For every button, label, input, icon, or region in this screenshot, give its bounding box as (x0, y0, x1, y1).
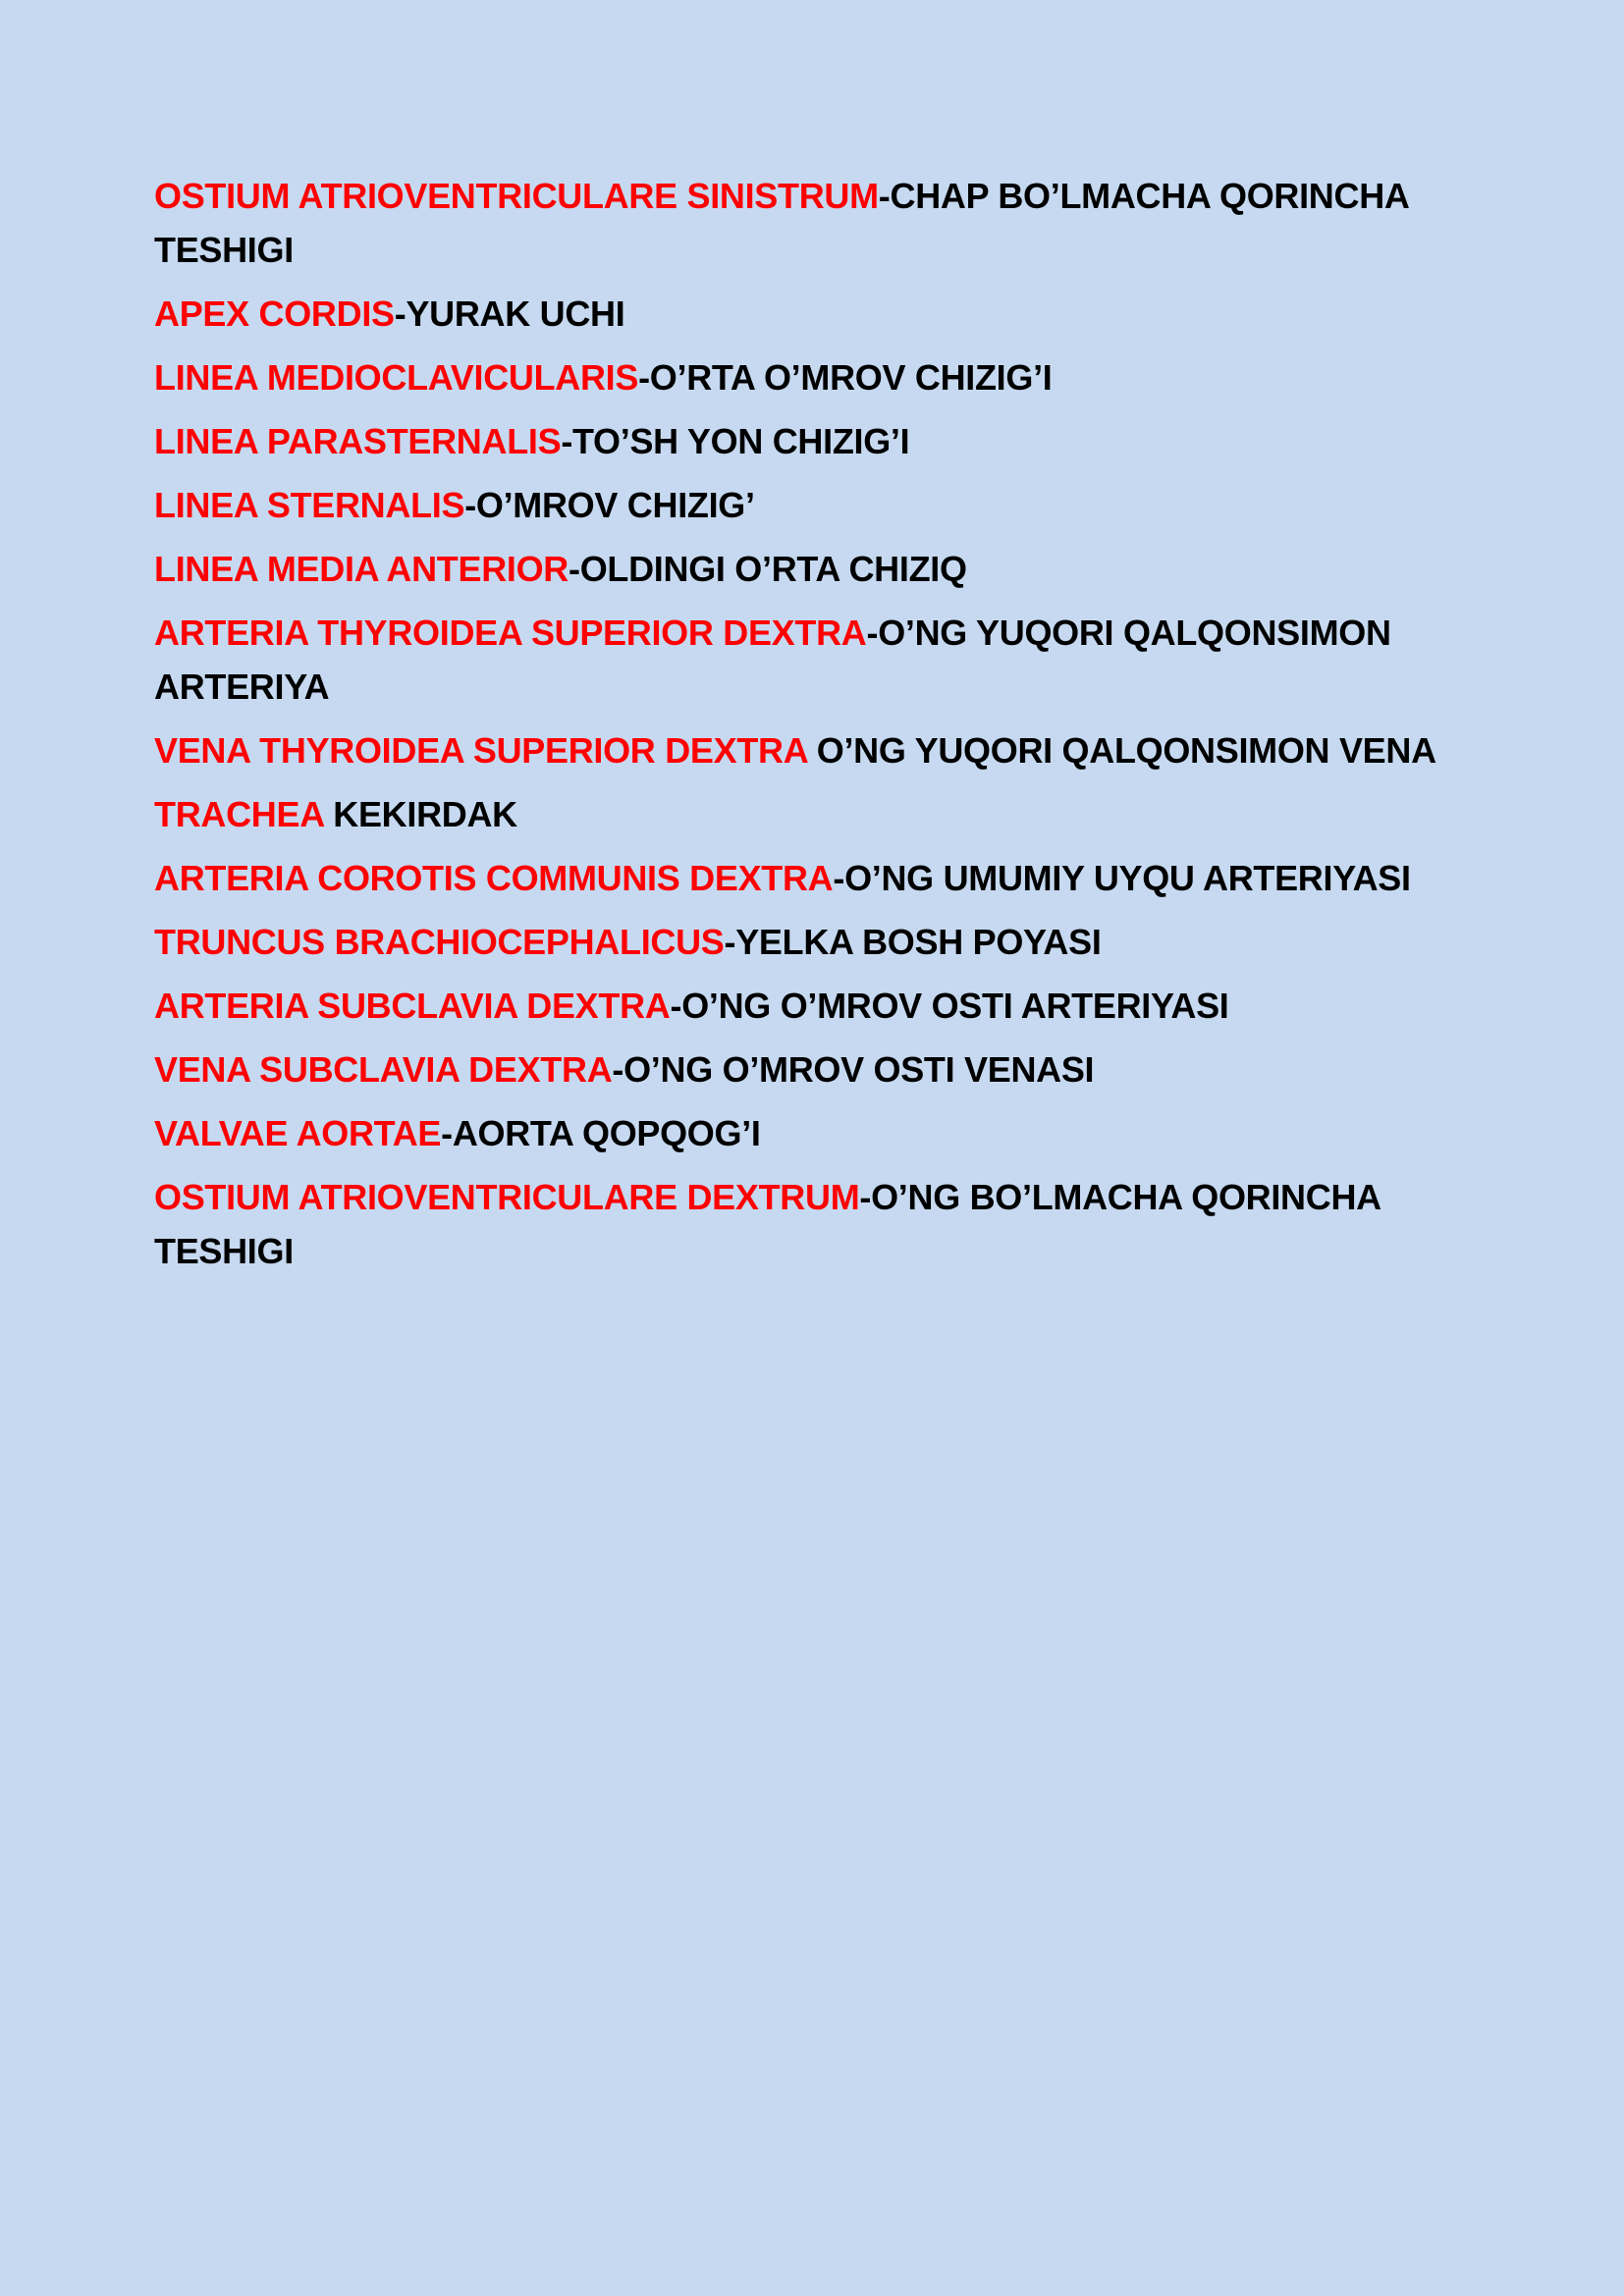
term-entry (154, 287, 1516, 341)
term-separator: - (866, 613, 879, 653)
uzbek-translation: CHAP BO’LMACHA QORINCHA TESHIGI (154, 176, 1409, 270)
uzbek-translation: TO’SH YON CHIZIG’I (572, 421, 910, 461)
term-entry (154, 414, 1516, 468)
latin-term: VENA SUBCLAVIA DEXTRA (154, 1049, 613, 1090)
latin-term: TRUNCUS BRACHIOCEPHALICUS (154, 922, 725, 962)
uzbek-translation: OLDINGI O’RTA CHIZIQ (579, 549, 967, 589)
term-entry (154, 915, 1516, 969)
term-separator: - (561, 421, 573, 461)
latin-term: VENA THYROIDEA SUPERIOR DEXTRA (154, 730, 808, 771)
uzbek-translation: O’MROV CHIZIG’ (475, 485, 755, 525)
latin-term: ARTERIA SUBCLAVIA DEXTRA (154, 986, 671, 1026)
term-separator (807, 730, 817, 771)
term-separator: - (859, 1177, 872, 1217)
latin-term: LINEA PARASTERNALIS (154, 421, 562, 461)
term-separator: - (464, 485, 476, 525)
term-entry (154, 851, 1516, 905)
latin-term: OSTIUM ATRIOVENTRICULARE DEXTRUM (154, 1177, 860, 1217)
latin-term: LINEA MEDIA ANTERIOR (154, 549, 568, 589)
term-entry (154, 1042, 1516, 1096)
uzbek-translation: O’NG O’MROV OSTI VENASI (623, 1049, 1095, 1090)
uzbek-translation: AORTA QOPQOG’I (452, 1113, 761, 1153)
latin-term: ARTERIA THYROIDEA SUPERIOR DEXTRA (154, 613, 867, 653)
term-separator: - (612, 1049, 624, 1090)
term-separator: - (441, 1113, 453, 1153)
uzbek-translation: YURAK UCHI (406, 294, 625, 334)
uzbek-translation: O’NG BO’LMACHA QORINCHA TESHIGI (154, 1177, 1380, 1271)
term-entry (154, 1106, 1516, 1160)
latin-term: TRACHEA (154, 794, 324, 834)
term-entry (154, 1170, 1516, 1278)
term-entry (154, 350, 1516, 404)
uzbek-translation: O’NG YUQORI QALQONSIMON VENA (816, 730, 1436, 771)
latin-term: LINEA STERNALIS (154, 485, 465, 525)
term-entry (154, 169, 1516, 277)
latin-term: ARTERIA COROTIS COMMUNIS DEXTRA (154, 858, 834, 898)
term-separator: - (878, 176, 891, 216)
term-entry (154, 478, 1516, 532)
latin-term: APEX CORDIS (154, 294, 395, 334)
term-separator: - (833, 858, 845, 898)
term-separator: - (394, 294, 406, 334)
term-entry (154, 542, 1516, 596)
uzbek-translation: O’NG O’MROV OSTI ARTERIYASI (681, 986, 1229, 1026)
uzbek-translation: O’NG YUQORI QALQONSIMON ARTERIYA (154, 613, 1391, 707)
uzbek-translation: O’NG UMUMIY UYQU ARTERIYASI (844, 858, 1411, 898)
term-separator: - (568, 549, 580, 589)
latin-term: LINEA MEDIOCLAVICULARIS (154, 357, 639, 398)
term-entry (154, 979, 1516, 1033)
term-separator: - (724, 922, 736, 962)
latin-term: OSTIUM ATRIOVENTRICULARE SINISTRUM (154, 176, 879, 216)
term-separator (324, 794, 334, 834)
uzbek-translation: YELKA BOSH POYASI (735, 922, 1102, 962)
latin-term: VALVAE AORTAE (154, 1113, 442, 1153)
term-entry (154, 606, 1516, 714)
term-entry (154, 787, 1516, 841)
term-list (154, 169, 1516, 1278)
term-separator: - (670, 986, 682, 1026)
uzbek-translation: KEKIRDAK (333, 794, 517, 834)
uzbek-translation: O’RTA O’MROV CHIZIG’I (649, 357, 1053, 398)
term-entry (154, 723, 1516, 777)
term-separator: - (638, 357, 650, 398)
